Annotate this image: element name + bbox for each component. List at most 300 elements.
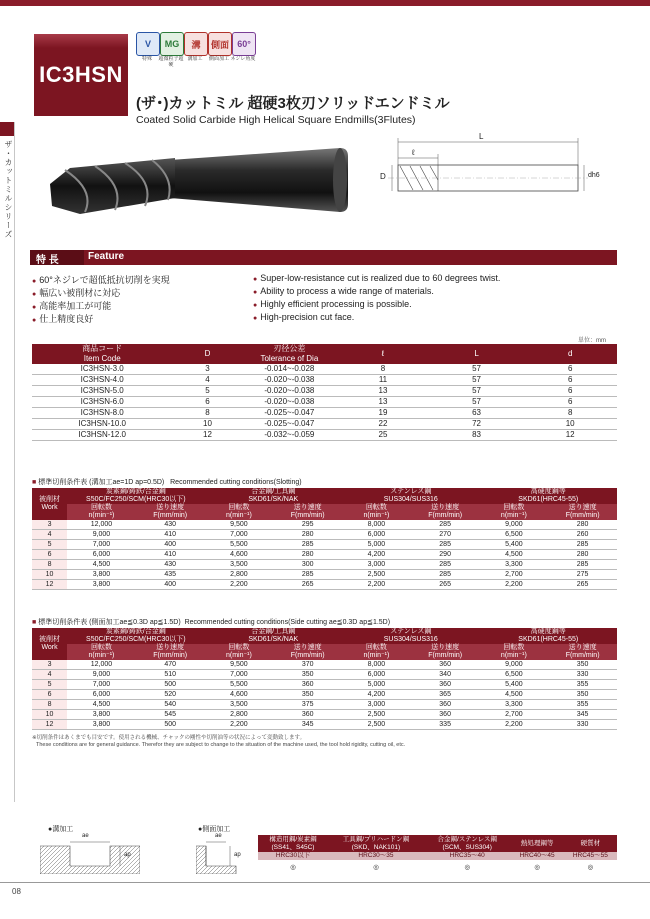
material-header-3: 高硬度鋼等 SKD61(HRC45-55)	[480, 488, 618, 504]
cond-cell: 270	[411, 530, 480, 540]
cond-cell: 470	[136, 660, 205, 670]
cond-cell: 435	[136, 570, 205, 580]
cond-cell: 360	[411, 660, 480, 670]
cond-header-row	[32, 628, 617, 644]
spec-cell: 8	[336, 364, 430, 375]
cond-cell: 5,500	[205, 540, 274, 550]
cond-cell: 265	[273, 580, 342, 590]
cond-row	[32, 530, 617, 540]
cond-cell: 2,700	[480, 570, 549, 580]
diameter-cell: 6	[32, 550, 67, 560]
cond-cell: 9,500	[205, 660, 274, 670]
spec-header-4: L	[430, 344, 524, 364]
feature-jp-1: ● 60°ネジレで超低抵抗切削を実現	[32, 273, 170, 286]
spec-cell: 11	[336, 375, 430, 386]
cond-cell: 280	[548, 550, 617, 560]
suitability-mark: ◎	[373, 864, 379, 871]
cond-cell: 5,000	[342, 680, 411, 690]
spec-header-0: 商品コード Item Code	[32, 344, 172, 364]
cond-cell: 290	[411, 550, 480, 560]
spec-cell: 6	[523, 375, 617, 386]
spec-header-1: D	[172, 344, 242, 364]
cond-row	[32, 690, 617, 700]
side-tab-marker	[0, 122, 14, 136]
mini-header-0: 構造用鋼/炭素鋼 (SS41、S45C)	[258, 835, 328, 852]
spec-cell: -0.032~-0.059	[243, 430, 337, 441]
cond-subheader-row	[32, 504, 617, 520]
spec-cell: 5	[172, 386, 242, 397]
suitability-mark: ◎	[534, 864, 540, 871]
cond-cell: 370	[273, 660, 342, 670]
spec-cell: -0.020~-0.038	[243, 386, 337, 397]
mini-header-2: 合金鋼/ステンレス鋼 (SCM、SUS304)	[424, 835, 511, 852]
cond-row	[32, 710, 617, 720]
cond-cell: 355	[548, 700, 617, 710]
spec-cell: 63	[430, 408, 524, 419]
cond-cell: 285	[411, 560, 480, 570]
cond-cell: 9,000	[67, 530, 136, 540]
model-code: IC3HSN	[39, 62, 123, 87]
rpm-header: 回転数 n(min⁻¹)	[67, 504, 136, 520]
spec-cell: IC3HSN-12.0	[32, 430, 172, 441]
feature-icon-2: MG	[160, 32, 184, 56]
suitability-mark: ◎	[587, 864, 594, 871]
cond-cell: 350	[548, 690, 617, 700]
cond-cell: 500	[136, 680, 205, 690]
cond-cell: 2,500	[342, 710, 411, 720]
cond-cell: 7,000	[205, 670, 274, 680]
cond-row	[32, 550, 617, 560]
spec-cell: 57	[430, 397, 524, 408]
cond-row	[32, 520, 617, 530]
cond-cell: 285	[548, 540, 617, 550]
mini-mark-row	[258, 860, 617, 876]
rpm-header: 回転数 n(min⁻¹)	[205, 644, 274, 660]
slot-caption-jp: 標準切削条件表 (溝加工ae=1D ap=0.5D)	[38, 479, 165, 486]
cond-cell: 335	[411, 720, 480, 730]
material-header-1: 合金鋼/工具鋼 SKD61/SK/NAK	[205, 488, 342, 504]
spec-row	[32, 386, 617, 397]
cond-row	[32, 540, 617, 550]
cond-cell: 6,000	[67, 550, 136, 560]
cond-row	[32, 580, 617, 590]
cond-cell: 510	[136, 670, 205, 680]
spec-cell: 13	[336, 397, 430, 408]
cond-cell: 260	[548, 530, 617, 540]
cond-cell: 4,600	[205, 550, 274, 560]
spec-row	[32, 408, 617, 419]
feature-icon-caption-3: 溝加工	[187, 56, 203, 62]
cond-cell: 7,000	[205, 530, 274, 540]
diameter-cell: 6	[32, 690, 67, 700]
cond-row	[32, 660, 617, 670]
feature-icon-caption-5: ネジレ角度	[230, 56, 256, 62]
spec-cell: 72	[430, 419, 524, 430]
cond-cell: 3,300	[480, 700, 549, 710]
spec-cell: IC3HSN-4.0	[32, 375, 172, 386]
cond-cell: 410	[136, 550, 205, 560]
endmill-photo	[40, 140, 350, 225]
label-d: dh6	[588, 172, 600, 179]
cond-cell: 8,000	[342, 520, 411, 530]
cond-cell: 350	[273, 690, 342, 700]
cond-cell: 6,000	[67, 690, 136, 700]
cond-cell: 345	[548, 710, 617, 720]
cond-cell: 6,000	[342, 670, 411, 680]
cond-cell: 7,000	[67, 540, 136, 550]
mini-header-row	[258, 835, 617, 852]
feature-list-jp	[32, 273, 170, 325]
cond-cell: 4,500	[480, 690, 549, 700]
slot-caption	[32, 477, 302, 487]
cond-cell: 2,800	[205, 710, 274, 720]
spec-cell: -0.025~-0.047	[243, 419, 337, 430]
rpm-header: 回転数 n(min⁻¹)	[480, 504, 549, 520]
spec-cell: 83	[430, 430, 524, 441]
hardness-cell: HRC30～35	[328, 852, 424, 860]
side-conditions-table	[32, 628, 617, 730]
top-stripe	[0, 0, 650, 6]
spec-header-2: 刃径公差 Tolerance of Dia	[243, 344, 337, 364]
cond-cell: 3,000	[342, 560, 411, 570]
feature-icon-caption-1: 特殊	[141, 56, 152, 62]
cond-cell: 330	[548, 670, 617, 680]
work-label: 被削材 Work	[32, 628, 67, 660]
spec-cell: 25	[336, 430, 430, 441]
cond-subheader-row	[32, 644, 617, 660]
spec-cell: -0.020~-0.038	[243, 375, 337, 386]
feature-jp-2: ● 幅広い被削材に対応	[32, 286, 170, 299]
cond-cell: 360	[411, 710, 480, 720]
feature-icon-4: 側面	[208, 32, 232, 56]
material-header-0: 炭素鋼/鋳鉄/合金鋼 S50C/FC250/SCM(HRC30以下)	[67, 628, 204, 644]
cond-cell: 285	[411, 540, 480, 550]
series-side-label: ザ・カットミルシリーズ	[4, 140, 13, 239]
spec-cell: 10	[172, 419, 242, 430]
label-l: ℓ	[412, 148, 415, 157]
model-badge	[34, 34, 128, 116]
cond-cell: 280	[273, 530, 342, 540]
dimension-drawing	[378, 130, 608, 210]
spec-cell: IC3HSN-5.0	[32, 386, 172, 397]
hardness-cell: HRC30以下	[258, 852, 328, 860]
footer-line	[0, 882, 650, 883]
feature-en-2: ● Ability to process a wide range of materials.	[253, 286, 500, 299]
feature-title-en: Feature	[88, 251, 125, 262]
cond-row	[32, 720, 617, 730]
cond-cell: 330	[548, 720, 617, 730]
rpm-header: 回転数 n(min⁻¹)	[342, 504, 411, 520]
cond-cell: 365	[411, 690, 480, 700]
cond-cell: 350	[273, 670, 342, 680]
feature-jp-4: ● 仕上精度良好	[32, 312, 170, 325]
slot-caption-en: Recommended cutting conditions(Slotting)	[170, 479, 302, 486]
diameter-cell: 8	[32, 700, 67, 710]
label-D: D	[380, 172, 386, 181]
feature-icon-caption-2: 超微粒子超硬	[158, 56, 184, 68]
spec-cell: 57	[430, 375, 524, 386]
diameter-cell: 12	[32, 580, 67, 590]
spec-cell: 8	[523, 408, 617, 419]
spec-cell: 6	[523, 386, 617, 397]
diameter-cell: 5	[32, 540, 67, 550]
note-en: These conditions are for general guidance. Therefor they are subject to change to the situation of the machine used, the tool hold rigidity, cutting oil, etc.	[36, 742, 406, 748]
rpm-header: 回転数 n(min⁻¹)	[67, 644, 136, 660]
spec-cell: 6	[523, 364, 617, 375]
side-divider	[14, 122, 15, 802]
rpm-header: 回転数 n(min⁻¹)	[480, 644, 549, 660]
feature-title-jp: 特 長	[36, 255, 59, 266]
cond-cell: 360	[273, 710, 342, 720]
cond-cell: 285	[411, 570, 480, 580]
cond-cell: 8,000	[342, 660, 411, 670]
spec-row	[32, 419, 617, 430]
spec-cell: 12	[523, 430, 617, 441]
cond-cell: 9,500	[205, 520, 274, 530]
cond-cell: 6,000	[342, 530, 411, 540]
diameter-cell: 3	[32, 660, 67, 670]
spec-cell: 6	[523, 397, 617, 408]
cond-cell: 4,500	[67, 700, 136, 710]
feed-header: 送り速度 F(mm/min)	[411, 644, 480, 660]
diameter-cell: 8	[32, 560, 67, 570]
mini-header-4: 硬質材	[564, 835, 617, 852]
material-header-2: ステンレス鋼 SUS304/SUS316	[342, 488, 479, 504]
cond-cell: 400	[136, 580, 205, 590]
feature-jp-3: ● 高能率加工が可能	[32, 299, 170, 312]
mini-header-1: 工具鋼/プリハードン鋼 (SKD、NAK101)	[328, 835, 424, 852]
spec-cell: 10	[523, 419, 617, 430]
cond-cell: 265	[548, 580, 617, 590]
feed-header: 送り速度 F(mm/min)	[548, 644, 617, 660]
spec-cell: -0.025~-0.047	[243, 408, 337, 419]
cond-cell: 295	[273, 520, 342, 530]
unit-label: 単位：mm	[578, 338, 606, 344]
cond-cell: 540	[136, 700, 205, 710]
spec-cell: IC3HSN-8.0	[32, 408, 172, 419]
spec-cell: 3	[172, 364, 242, 375]
feature-en-1: ● Super-low-resistance cut is realized due to 60 degrees twist.	[253, 273, 500, 286]
mini-header-3: 熱処理鋼等	[510, 835, 563, 852]
diameter-cell: 10	[32, 710, 67, 720]
cond-cell: 285	[273, 570, 342, 580]
diameter-cell: 4	[32, 530, 67, 540]
side-caption-en: Recommended cutting conditions(Side cutting ae≦0.3D ap≦1.5D)	[184, 619, 391, 626]
cond-cell: 360	[411, 700, 480, 710]
spec-cell: 4	[172, 375, 242, 386]
cond-cell: 5,400	[480, 540, 549, 550]
spec-cell: 57	[430, 386, 524, 397]
cond-cell: 2,200	[480, 720, 549, 730]
cond-cell: 3,800	[67, 710, 136, 720]
feed-header: 送り速度 F(mm/min)	[411, 504, 480, 520]
cond-cell: 3,500	[205, 560, 274, 570]
cond-cell: 410	[136, 530, 205, 540]
spec-cell: 19	[336, 408, 430, 419]
side-ap-label: ap	[234, 852, 241, 858]
diameter-cell: 12	[32, 720, 67, 730]
cond-cell: 4,200	[342, 550, 411, 560]
cond-cell: 4,500	[67, 560, 136, 570]
cond-cell: 265	[411, 580, 480, 590]
suitability-mark: ◎	[290, 864, 296, 871]
spec-cell: IC3HSN-10.0	[32, 419, 172, 430]
mini-hardness-row	[258, 852, 617, 860]
cond-cell: 430	[136, 520, 205, 530]
cond-cell: 5,000	[342, 540, 411, 550]
diameter-cell: 4	[32, 670, 67, 680]
cond-cell: 3,500	[205, 700, 274, 710]
cond-cell: 9,000	[480, 520, 549, 530]
cond-cell: 400	[136, 540, 205, 550]
slot-diagram-label: ●溝加工	[48, 826, 74, 833]
cond-cell: 285	[411, 520, 480, 530]
page-number: 08	[12, 887, 21, 896]
spec-cell: -0.014~-0.028	[243, 364, 337, 375]
cond-cell: 7,000	[67, 680, 136, 690]
cond-cell: 9,000	[67, 670, 136, 680]
spec-row	[32, 430, 617, 441]
cond-row	[32, 680, 617, 690]
cond-cell: 3,800	[67, 580, 136, 590]
cond-cell: 520	[136, 690, 205, 700]
cond-cell: 280	[548, 520, 617, 530]
cond-cell: 9,000	[480, 660, 549, 670]
feed-header: 送り速度 F(mm/min)	[273, 644, 342, 660]
spec-cell: 12	[172, 430, 242, 441]
cond-cell: 500	[136, 720, 205, 730]
spec-cell: IC3HSN-6.0	[32, 397, 172, 408]
feature-en-4: ● High-precision cut face.	[253, 312, 500, 325]
cond-cell: 4,500	[480, 550, 549, 560]
cond-cell: 4,600	[205, 690, 274, 700]
cond-cell: 280	[273, 550, 342, 560]
feed-header: 送り速度 F(mm/min)	[548, 504, 617, 520]
cond-cell: 345	[273, 720, 342, 730]
material-header-2: ステンレス鋼 SUS304/SUS316	[342, 628, 479, 644]
cond-cell: 360	[273, 680, 342, 690]
product-title-jp: (ザ･)カットミル 超硬3枚刃ソリッドエンドミル	[136, 95, 450, 112]
cond-row	[32, 700, 617, 710]
cond-cell: 2,200	[205, 720, 274, 730]
slot-conditions-table	[32, 488, 617, 590]
cond-cell: 285	[273, 540, 342, 550]
material-suitability-table	[258, 835, 617, 876]
cond-cell: 2,800	[205, 570, 274, 580]
cond-row	[32, 560, 617, 570]
cond-cell: 355	[548, 680, 617, 690]
hardness-cell: HRC45～55	[564, 852, 617, 860]
side-diagram	[196, 834, 256, 874]
feature-icon-caption-4: 側面加工	[208, 56, 229, 62]
cond-cell: 375	[273, 700, 342, 710]
cond-cell: 285	[548, 560, 617, 570]
hardness-cell: HRC40～45	[510, 852, 563, 860]
spec-cell: 8	[172, 408, 242, 419]
spec-cell: 22	[336, 419, 430, 430]
feature-icon-3: 溝	[184, 32, 208, 56]
feed-header: 送り速度 F(mm/min)	[136, 644, 205, 660]
cond-cell: 2,500	[342, 570, 411, 580]
hardness-cell: HRC35～40	[424, 852, 511, 860]
note-jp: ※切削条件はあくまでも目安です。使用される機械、チャックの剛性や切削油等の状況によって変動致します。	[32, 735, 306, 741]
cond-cell: 2,700	[480, 710, 549, 720]
diameter-cell: 5	[32, 680, 67, 690]
spec-row	[32, 375, 617, 386]
cond-row	[32, 570, 617, 580]
side-ae-label: ae	[215, 833, 222, 839]
cond-cell: 3,800	[67, 570, 136, 580]
cond-cell: 12,000	[67, 660, 136, 670]
cond-cell: 2,200	[205, 580, 274, 590]
cond-cell: 430	[136, 560, 205, 570]
product-title-en: Coated Solid Carbide High Helical Square Endmills(3Flutes)	[136, 114, 416, 126]
cond-cell: 350	[548, 660, 617, 670]
label-L: L	[479, 132, 484, 141]
material-header-1: 合金鋼/工具鋼 SKD61/SK/NAK	[205, 628, 342, 644]
cond-cell: 5,400	[480, 680, 549, 690]
spec-header-5: d	[523, 344, 617, 364]
feed-header: 送り速度 F(mm/min)	[273, 504, 342, 520]
spec-cell: 6	[172, 397, 242, 408]
side-diagram-label: ●側面加工	[198, 826, 231, 833]
spec-header-3: ℓ	[336, 344, 430, 364]
cond-row	[32, 670, 617, 680]
work-label: 被削材 Work	[32, 488, 67, 520]
spec-table	[32, 344, 617, 441]
cond-cell: 340	[411, 670, 480, 680]
spec-cell: 57	[430, 364, 524, 375]
cond-cell: 3,800	[67, 720, 136, 730]
feature-icon-1: V	[136, 32, 160, 56]
suitability-mark: ◎	[464, 864, 471, 871]
spec-cell: -0.020~-0.038	[243, 397, 337, 408]
spec-row	[32, 397, 617, 408]
slot-ap-label: ap	[124, 852, 131, 858]
cond-cell: 6,500	[480, 670, 549, 680]
cond-cell: 3,000	[342, 700, 411, 710]
feature-list-en	[253, 273, 500, 325]
side-caption	[32, 617, 390, 627]
diameter-cell: 3	[32, 520, 67, 530]
slot-ae-label: ae	[82, 833, 89, 839]
feature-icon-5: 60°	[232, 32, 256, 56]
cond-cell: 3,300	[480, 560, 549, 570]
feature-en-3: ● Highly efficient processing is possible.	[253, 299, 500, 312]
cond-cell: 545	[136, 710, 205, 720]
cond-cell: 2,200	[480, 580, 549, 590]
cond-cell: 4,200	[342, 690, 411, 700]
spec-row	[32, 364, 617, 375]
feed-header: 送り速度 F(mm/min)	[136, 504, 205, 520]
cond-header-row	[32, 488, 617, 504]
side-caption-jp: 標準切削条件表 (側面加工ae≦0.3D ap≦1.5D)	[38, 619, 181, 626]
rpm-header: 回転数 n(min⁻¹)	[342, 644, 411, 660]
rpm-header: 回転数 n(min⁻¹)	[205, 504, 274, 520]
cond-cell: 2,200	[342, 580, 411, 590]
cond-cell: 5,500	[205, 680, 274, 690]
cond-cell: 6,500	[480, 530, 549, 540]
cond-cell: 2,500	[342, 720, 411, 730]
cond-cell: 300	[273, 560, 342, 570]
material-header-3: 高硬度鋼等 SKD61(HRC45-55)	[480, 628, 618, 644]
cond-cell: 12,000	[67, 520, 136, 530]
cond-cell: 360	[411, 680, 480, 690]
diameter-cell: 10	[32, 570, 67, 580]
spec-cell: IC3HSN-3.0	[32, 364, 172, 375]
material-header-0: 炭素鋼/鋳鉄/合金鋼 S50C/FC250/SCM(HRC30以下)	[67, 488, 204, 504]
cond-cell: 275	[548, 570, 617, 580]
